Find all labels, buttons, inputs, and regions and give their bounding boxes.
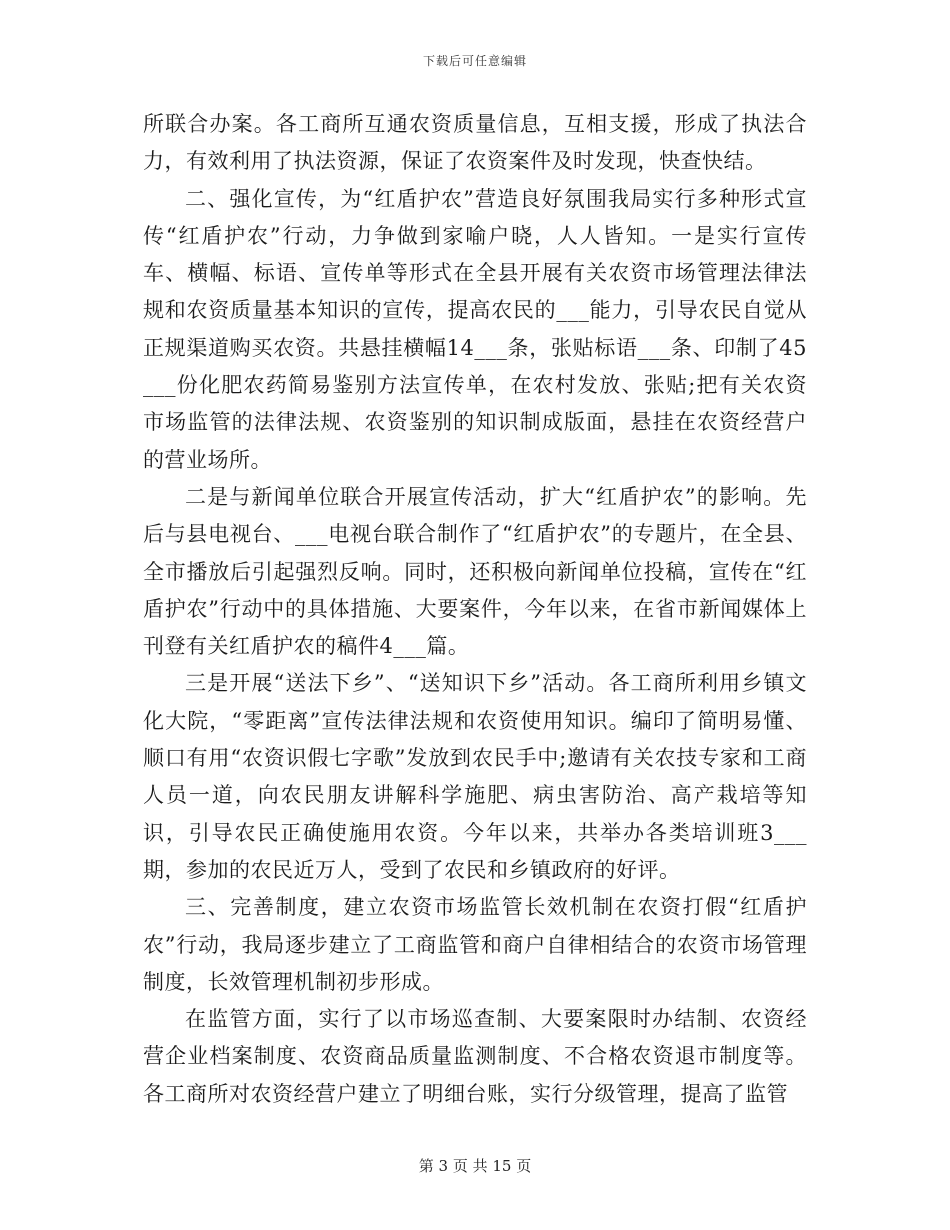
paragraph-5: 三、完善制度，建立农资市场监管长效机制在农资打假“红盾护农”行动，我局逐步建立了工商监管和商户自律相结合的农资市场管理制度，长效管理机制初步形成。 [143,895,807,994]
document-body [143,106,807,1113]
page-header: 下载后可任意编辑 [422,54,527,68]
paragraph-6: 在监管方面，实行了以市场巡查制、大要案限时办结制、农资经营企业档案制度、农资商品质量监测制度、不合格农资退市制度等。各工商所对农资经营户建立了明细台账，实行分级管理，提高了监管 [143,1007,807,1106]
paragraph-4: 三是开展“送法下乡”、“送知识下乡”活动。各工商所利用乡镇文化大院，“零距离”宣传法律法规和农资使用知识。编印了简明易懂、顺口有用“农资识假七字歌”发放到农民手中;邀请有关农技专家和工商人员一道，向农民朋友讲解科学施肥、病虫害防治、高产栽培等知识，引导农民正确使施用农资。今年以来，共举办各类培训班3___期，参加的农民近万人，受到了农民和乡镇政府的好评。 [143,671,807,882]
page-number: 第 3 页 共 15 页 [418,1157,532,1175]
paragraph-2: 二、强化宣传，为“红盾护农”营造良好氛围我局实行多种形式宣传“红盾护农”行动，力争做到家喻户晓，人人皆知。一是实行宣传车、横幅、标语、宣传单等形式在全县开展有关农资市场管理法律法规和农资质量基本知识的宣传，提高农民的___能力，引导农民自觉从正规渠道购买农资。共悬挂横幅14___条，张贴标语___条、印制了45___份化肥农药简易鉴别方法宣传单，在农村发放、张贴;把有关农资市场监管的法律法规、农资鉴别的知识制成版面，悬挂在农资经营户的营业场所。 [143,186,807,472]
paragraph-1: 所联合办案。各工商所互通农资质量信息，互相支援，形成了执法合力，有效利用了执法资源，保证了农资案件及时发现，快查快结。 [143,112,807,174]
paragraph-3: 二是与新闻单位联合开展宣传活动，扩大“红盾护农”的影响。先后与县电视台、___电视台联合制作了“红盾护农”的专题片，在全县、全市播放后引起强烈反响。同时，还积极向新闻单位投稿，宣传在“红盾护农”行动中的具体措施、大要案件，今年以来，在省市新闻媒体上刊登有关红盾护农的稿件4___篇。 [143,484,807,659]
